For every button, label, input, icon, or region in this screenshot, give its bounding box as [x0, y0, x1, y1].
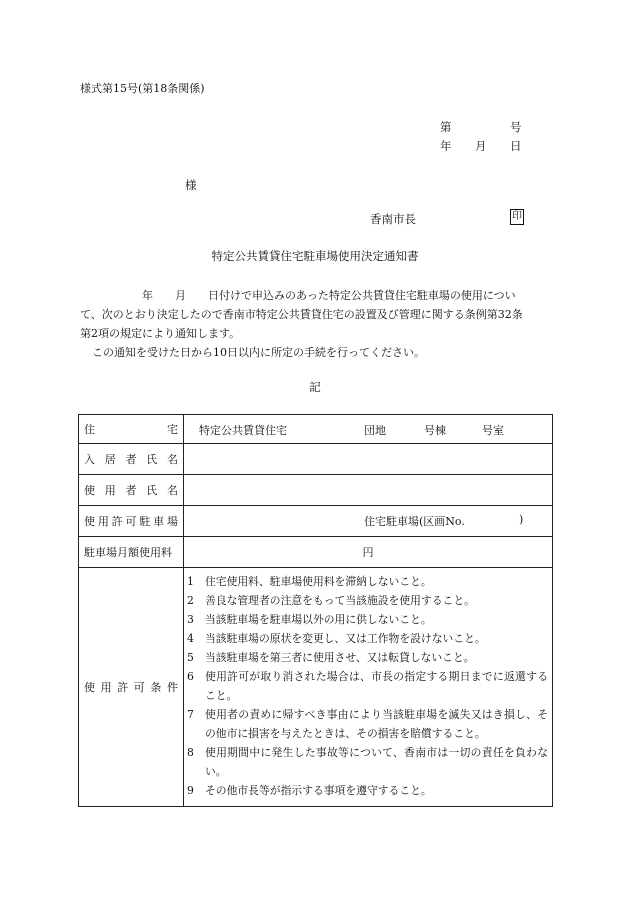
condition-item: 8 使用期間中に発生した事故等について、香南市は一切の責任を負わない。 — [187, 746, 548, 778]
condition-item: 9 その他市長等が指示する事項を遵守すること。 — [187, 784, 432, 797]
body-line-4: この通知を受けた日から10日以内に所定の手続を行ってください。 — [92, 346, 425, 359]
condition-item: 1 住宅使用料、駐車場使用料を滞納しないこと。 — [187, 575, 432, 588]
residence-goto: 号棟 — [424, 424, 446, 437]
residence-value — [184, 415, 553, 444]
residence-label: 住 宅 — [79, 415, 184, 444]
permitted-lot-label: 使 用 許 可 駐 車 場 — [79, 506, 184, 537]
monthly-fee-row — [79, 537, 553, 568]
residence-danchi: 団地 — [364, 424, 386, 437]
body-line-3: 第2項の規定により通知します。 — [80, 327, 241, 340]
tenant-label: 入 居 者 氏 名 — [79, 444, 184, 475]
body-line-2: て、次のとおり決定したので香南市特定公共賃貸住宅の設置及び管理に関する条例第32条 — [80, 308, 523, 321]
residence-row — [79, 415, 553, 444]
condition-item: 6 使用許可が取り消された場合は、市長の指定する期日までに返還すること。 — [187, 670, 548, 702]
tenant-value — [184, 444, 553, 475]
document-title: 特定公共賃貸住宅駐車場使用決定通知書 — [211, 249, 419, 263]
conditions-list — [184, 568, 553, 807]
condition-item: 4 当該駐車場の原状を変更し、又は工作物を設けないこと。 — [187, 632, 486, 645]
condition-item: 7 使用者の責めに帰すべき事由により当該駐車場を滅失又はき損し、その他市に損害を与えたときは、その損害を賠償すること。 — [187, 708, 548, 740]
tenant-row — [79, 444, 553, 475]
details-table — [78, 414, 553, 807]
seal-mark: 印 — [510, 209, 524, 225]
condition-item: 2 善良な管理者の注意をもって当該施設を使用すること。 — [187, 594, 475, 607]
date-day: 日 — [510, 139, 522, 153]
user-row — [79, 475, 553, 506]
ki-heading: 記 — [309, 380, 321, 394]
user-label: 使 用 者 氏 名 — [79, 475, 184, 506]
user-value — [184, 475, 553, 506]
number-suffix: 号 — [510, 120, 522, 134]
number-prefix: 第 — [440, 120, 452, 134]
permitted-lot-row — [79, 506, 553, 537]
issuer-name: 香南市長 — [370, 212, 416, 226]
residence-name: 特定公共賃貸住宅 — [199, 424, 287, 437]
form-number: 様式第15号(第18条関係) — [80, 82, 205, 95]
residence-goshitsu: 号室 — [482, 424, 504, 437]
monthly-fee-label: 駐車場月額使用料 — [79, 537, 184, 568]
date-year: 年 — [440, 139, 452, 153]
permitted-lot-value — [184, 506, 553, 537]
permitted-lot-suffix: ) — [519, 513, 524, 526]
addressee-honorific: 様 — [185, 178, 197, 192]
body-line-1: 年 月 日付けで申込みのあった特定公共賃貸住宅駐車場の使用につい — [142, 289, 516, 302]
condition-item: 3 当該駐車場を駐車場以外の用に供しないこと。 — [187, 613, 432, 626]
monthly-fee-value: 円 — [184, 537, 553, 568]
permitted-lot-prefix: 住宅駐車場(区画No. — [364, 515, 465, 528]
condition-item: 5 当該駐車場を第三者に使用させ、又は転貸しないこと。 — [187, 651, 475, 664]
conditions-label: 使 用 許 可 条 件 — [79, 568, 184, 807]
conditions-row — [79, 568, 553, 807]
date-month: 月 — [475, 139, 487, 153]
